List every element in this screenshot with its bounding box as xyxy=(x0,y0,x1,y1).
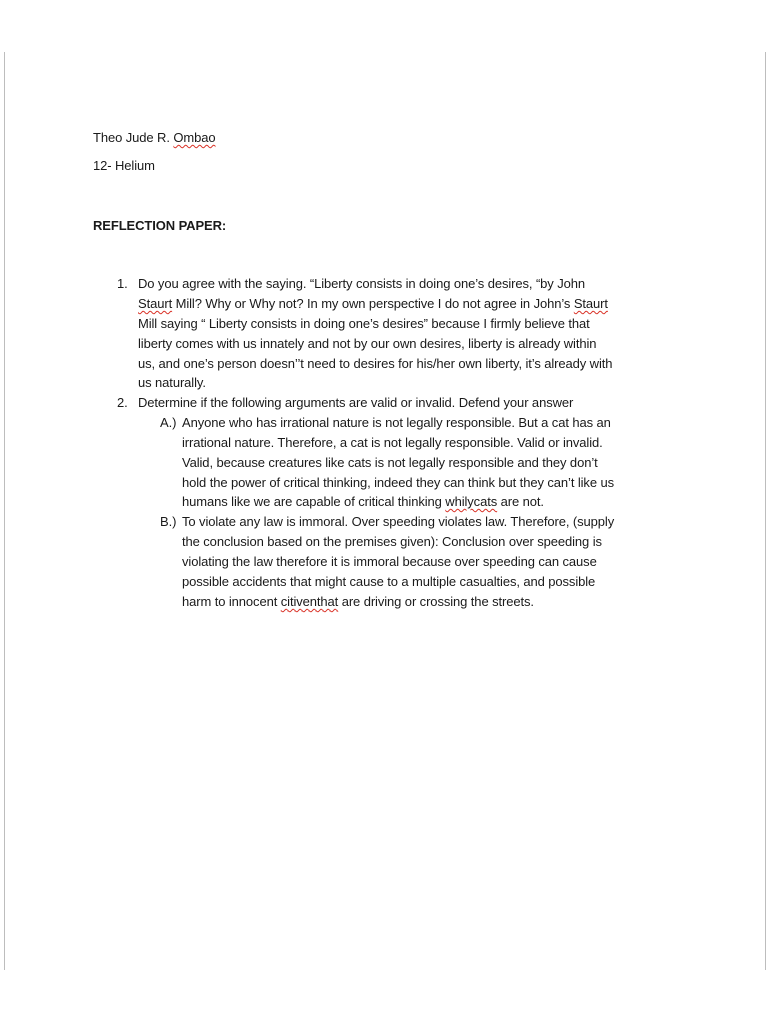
subitem-b-label: B.) xyxy=(160,514,177,529)
subitem-a-line-1: Anyone who has irrational nature is not legally responsible. But a cat has an xyxy=(182,415,611,430)
item-1-line-2: Staurt Mill? Why or Why not? In my own perspective I do not agree in John’s Staurt xyxy=(138,296,608,311)
item-1-line-1: Do you agree with the saying. “Liberty consists in doing one’s desires, “by John xyxy=(138,276,586,291)
subitem-b-line-4: possible accidents that might cause to a multiple casualties, and possible xyxy=(182,574,596,589)
item-2-number: 2. xyxy=(117,395,128,410)
subitem-a-line-4: hold the power of critical thinking, indeed they can think but they can’t like us xyxy=(182,475,614,490)
spellcheck-mark: Staurt xyxy=(573,296,608,311)
subitem-a-line-2: irrational nature. Therefore, a cat is not legally responsible. Valid or invalid. xyxy=(182,435,603,450)
subitem-a-line-5: humans like we are capable of critical thinking whilycats are not. xyxy=(182,494,544,509)
author-name xyxy=(93,130,216,146)
subitem-a-line-3: Valid, because creatures like cats is not legally responsible and they don’t xyxy=(182,455,598,470)
subitem-b-line-3: violating the law therefore it is immoral because over speeding can cause xyxy=(182,554,597,569)
class-section: 12- Helium xyxy=(93,158,155,173)
spellcheck-mark: whilycats xyxy=(445,494,498,509)
spellcheck-mark: Staurt xyxy=(138,296,173,311)
document-page xyxy=(4,52,766,970)
spellcheck-mark: Ombao xyxy=(173,130,216,145)
author-name-text: Theo Jude R. Ombao xyxy=(93,130,216,145)
subitem-b-line-2: the conclusion based on the premises given): Conclusion over speeding is xyxy=(182,534,602,549)
item-1-number: 1. xyxy=(117,276,128,291)
subitem-a-label: A.) xyxy=(160,415,177,430)
item-2-line-1: Determine if the following arguments are valid or invalid. Defend your answer xyxy=(138,395,574,410)
item-1-line-6: us naturally. xyxy=(138,375,206,390)
item-1-line-4: liberty comes with us innately and not by our own desires, liberty is already within xyxy=(138,336,597,351)
item-1-line-5: us, and one’s person doesn’’t need to desires for his/her own liberty, it’s already with xyxy=(138,356,613,371)
spellcheck-mark: citiventhat xyxy=(280,594,339,609)
item-1-line-3: Mill saying “ Liberty consists in doing one’s desires” because I firmly believe that xyxy=(138,316,590,331)
subitem-b-line-5: harm to innocent citiventhat are driving or crossing the streets. xyxy=(182,594,534,609)
paper-title: REFLECTION PAPER: xyxy=(93,218,227,233)
subitem-b-line-1: To violate any law is immoral. Over speeding violates law. Therefore, (supply xyxy=(182,514,615,529)
